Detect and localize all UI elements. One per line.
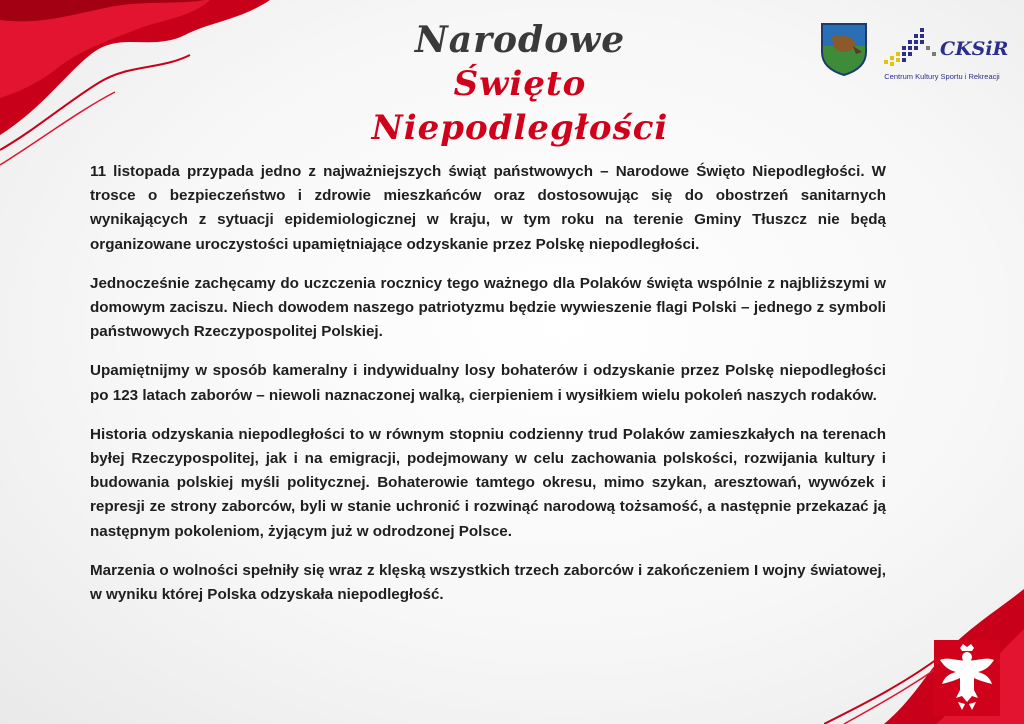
paragraph-2: Jednocześnie zachęcamy do uczczenia rocznicy tego ważnego dla Polaków święta wspólnie z najbliższymi w domowym zaciszu. Niech dowodem naszego patriotyzmu będzie wywieszenie flagi Polski – jednego z symboli państwowych Rzeczypospolitej Polskiej. <box>90 274 886 341</box>
cksir-logo <box>882 26 1009 86</box>
white-eagle-icon <box>934 640 1000 716</box>
coat-of-arms-icon <box>820 22 868 76</box>
announcement-body <box>90 160 886 622</box>
paragraph-3: Upamiętnijmy w sposób kameralny i indywidualny losy bohaterów i odzyskanie przez Polskę niepodległości po 123 latach zaborów – niewoli naznaczonej walką, cierpieniem i wysiłkiem wielu pokoleń naszych rodaków. <box>90 362 886 404</box>
title-line-narodowe: Narodowe <box>414 19 626 61</box>
cksir-bars-icon <box>882 26 942 70</box>
title-line-swieto: Święto Niepodległości <box>371 64 669 148</box>
paragraph-4: Historia odzyskania niepodległości to w równym stopniu codzienny trud Polaków zamieszkałych na terenach byłej Rzeczypospolitej, jak i na emigracji, podejmowany w celu zachowania polskości, rozwijania kultury i budowania polskiej myśli politycznej. Bohaterowie tamtego okresu, mimo szykan, aresztowań, wywózek i represji ze strony zaborców, byli w stanie uchronić i rozwinąć narodową tożsamość, a następnie przekazać ją następnym pokoleniom, żyjącym już w odrodzonej Polsce. <box>90 425 886 540</box>
paragraph-1: 11 listopada przypada jedno z najważniejszych świąt państwowych – Narodowe Święto Niepodległości. W trosce o bezpieczeństwo i zdrowie mieszkańców oraz dostosowując się do obostrzeń sanitarnych wynikających z sytuacji epidemiologicznej w kraju, w tym roku na terenie Gminy Tłuszcz nie będą organizowane uroczystości upamiętniające odzyskanie przez Polskę niepodległości. <box>90 163 886 253</box>
paragraph-5: Marzenia o wolności spełniły się wraz z klęską wszystkich trzech zaborców i zakończeniem I wojny światowej, w wyniku której Polska odzyskała niepodległość. <box>90 561 886 604</box>
cksir-logo-subtitle: Centrum Kultury Sportu i Rekreacji <box>884 72 1000 81</box>
page-title <box>330 18 710 150</box>
cksir-logo-text: CKSiR <box>940 38 1009 60</box>
